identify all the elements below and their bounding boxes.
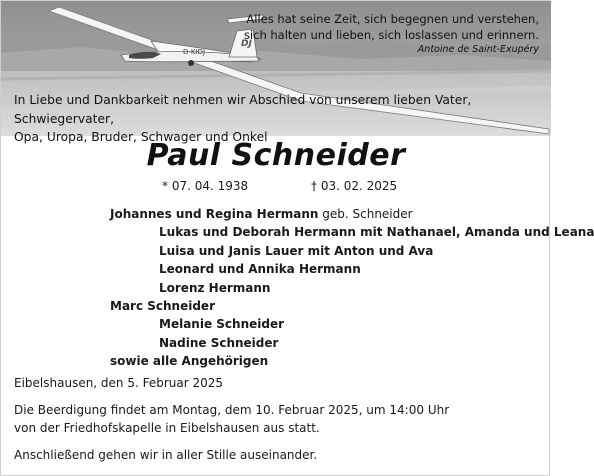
family-row: sowie alle Angehörigen bbox=[110, 354, 269, 369]
funeral-line-1: Die Beerdigung findet am Montag, dem 10. Februar 2025, um 14:00 Uhr bbox=[14, 402, 450, 417]
intro-line-2: Opa, Uropa, Bruder, Schwager und Onkel bbox=[14, 130, 268, 144]
family-row: Lukas und Deborah Hermann mit Nathanael, Amanda und Leana bbox=[159, 225, 594, 240]
family-row: Johannes und Regina Hermann geb. Schneider bbox=[110, 207, 413, 221]
family-row: Lorenz Hermann bbox=[159, 280, 271, 295]
family-row: Marc Schneider bbox=[110, 298, 215, 313]
family-list bbox=[1, 205, 594, 371]
family-row: Melanie Schneider bbox=[159, 317, 285, 332]
glider-fin-mark: DJ bbox=[241, 39, 252, 49]
deceased-name: Paul Schneider bbox=[146, 138, 406, 173]
place-date: Eibelshausen, den 5. Februar 2025 bbox=[14, 376, 224, 390]
birth-date: * 07. 04. 1938 bbox=[162, 179, 249, 193]
footer-text bbox=[14, 374, 449, 464]
family-row: Nadine Schneider bbox=[159, 335, 279, 350]
quote-line-2: sich halten und lieben, sich loslassen und erinnern. bbox=[243, 28, 539, 42]
funeral-line-2: von der Friedhofskapelle in Eibelshausen aus statt. bbox=[14, 421, 320, 435]
death-date: † 03. 02. 2025 bbox=[311, 179, 398, 193]
family-row: Leonard und Annika Hermann bbox=[159, 262, 361, 277]
glider-photo bbox=[1, 1, 551, 144]
quote-block bbox=[239, 11, 539, 57]
intro-line-1: In Liebe und Dankbarkeit nehmen wir Abschied von unserem lieben Vater, Schwiegervater, bbox=[14, 93, 472, 126]
family-row: Luisa und Janis Lauer mit Anton und Ava bbox=[159, 243, 434, 258]
closing-line: Anschließend gehen wir in aller Stille auseinander. bbox=[14, 447, 318, 462]
quote-author: Antoine de Saint-Exupéry bbox=[417, 44, 539, 55]
glider-registration: D-KIDJ bbox=[183, 48, 206, 56]
quote-line-1: Alles hat seine Zeit, sich begegnen und verstehen, bbox=[246, 12, 539, 26]
